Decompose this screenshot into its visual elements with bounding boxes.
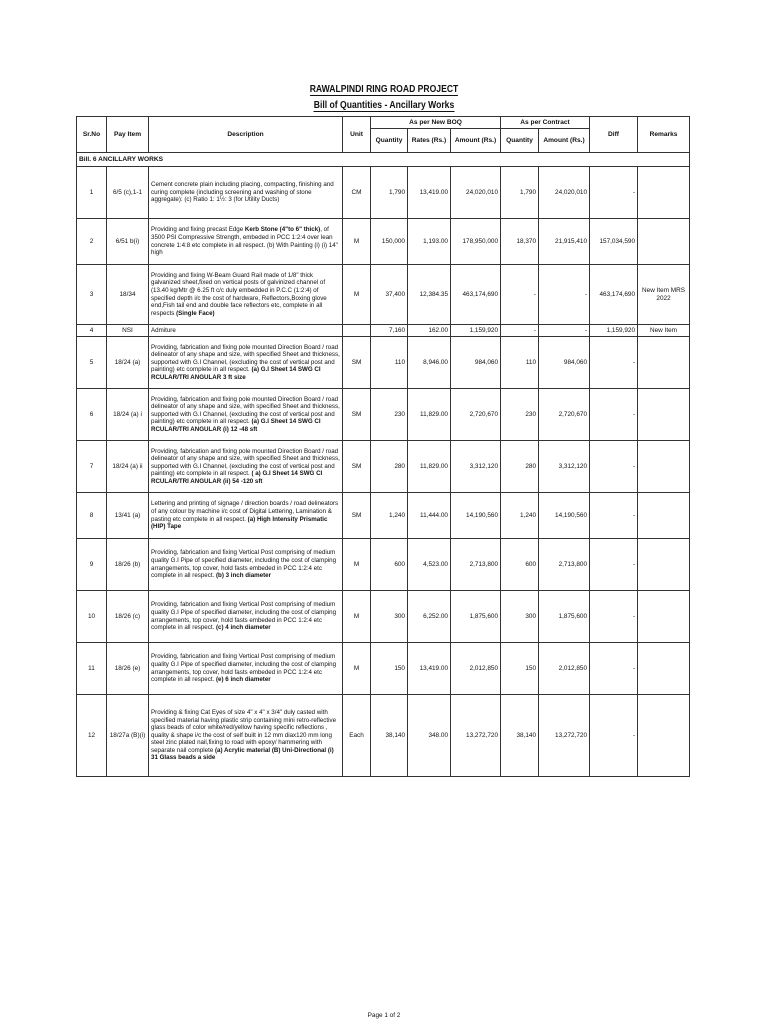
cell-contract-quantity: - bbox=[501, 265, 539, 325]
description-text: Providing, fabrication and fixing pole mounted Direction Board / road delineator of any shape and size, with specified Sheet and thickness, supported with G.I Channel, (excluding the cost of vertical post and painting) etc complete in all respect. bbox=[151, 343, 340, 374]
header-amount: Amount (Rs.) bbox=[451, 129, 501, 153]
description-bold-text: (Single Face) bbox=[176, 309, 215, 317]
boq-table bbox=[76, 116, 690, 777]
cell-remarks bbox=[638, 493, 690, 539]
description-text: Admiture bbox=[151, 326, 176, 334]
cell-sr: 3 bbox=[77, 265, 107, 325]
cell-rate: 4,523.00 bbox=[408, 539, 451, 591]
cell-pay-item: 18/26 (c) bbox=[107, 591, 149, 643]
cell-unit: M bbox=[343, 219, 371, 265]
header-diff: Diff bbox=[590, 117, 638, 153]
cell-quantity: 600 bbox=[371, 539, 408, 591]
cell-amount: 1,159,920 bbox=[451, 325, 501, 337]
cell-contract-amount: 14,190,560 bbox=[539, 493, 590, 539]
header-contract-amount: Amount (Rs.) bbox=[539, 129, 590, 153]
cell-sr: 12 bbox=[77, 695, 107, 777]
cell-contract-amount: - bbox=[539, 265, 590, 325]
description-bold-text: (a) High Intensity Prismatic (HIP) Tape bbox=[151, 515, 328, 531]
cell-description bbox=[149, 337, 343, 389]
table-row bbox=[77, 167, 690, 219]
cell-diff: - bbox=[590, 167, 638, 219]
cell-rate: 13,419.00 bbox=[408, 643, 451, 695]
cell-amount: 13,272,720 bbox=[451, 695, 501, 777]
cell-remarks bbox=[638, 167, 690, 219]
cell-remarks bbox=[638, 441, 690, 493]
header-new-boq: As per New BOQ bbox=[371, 117, 501, 129]
cell-amount: 2,713,800 bbox=[451, 539, 501, 591]
cell-rate: 162.00 bbox=[408, 325, 451, 337]
cell-rate: 8,946.00 bbox=[408, 337, 451, 389]
description-text: Providing & fixing Cat Eyes of size 4" x 4" x 3/4" duly casted with specified material having plastic strip containing mini retro-reflective glass beads of color white/red/yellow having specific reflections , quality & shape i/c the cost of self built in 12 mm diax120 mm long steel zinc plated nail,fixing to road with epoxy/ hammering with separate nail complete bbox=[151, 708, 337, 754]
cell-rate: 348.00 bbox=[408, 695, 451, 777]
description-bold-text: (b) 3 inch diameter bbox=[216, 572, 272, 580]
table-row bbox=[77, 539, 690, 591]
cell-quantity: 7,160 bbox=[371, 325, 408, 337]
cell-amount: 2,720,670 bbox=[451, 389, 501, 441]
cell-unit: SM bbox=[343, 493, 371, 539]
cell-remarks bbox=[638, 643, 690, 695]
cell-sr: 6 bbox=[77, 389, 107, 441]
cell-quantity: 1,790 bbox=[371, 167, 408, 219]
cell-contract-amount: 1,875,600 bbox=[539, 591, 590, 643]
cell-diff: - bbox=[590, 389, 638, 441]
cell-quantity: 150 bbox=[371, 643, 408, 695]
description-bold-text: (a) G.I Sheet 14 SWG CI RCULAR/TRI ANGULAR (i) 12 -48 sft bbox=[151, 418, 321, 433]
cell-sr: 7 bbox=[77, 441, 107, 493]
cell-sr: 9 bbox=[77, 539, 107, 591]
cell-description bbox=[149, 539, 343, 591]
cell-contract-quantity: 280 bbox=[501, 441, 539, 493]
cell-diff: - bbox=[590, 695, 638, 777]
cell-contract-quantity: 38,140 bbox=[501, 695, 539, 777]
cell-pay-item: 18/26 (b) bbox=[107, 539, 149, 591]
cell-amount: 463,174,690 bbox=[451, 265, 501, 325]
cell-description bbox=[149, 441, 343, 493]
cell-quantity: 300 bbox=[371, 591, 408, 643]
description-bold-text: (e) 6 inch diameter bbox=[216, 676, 271, 684]
cell-description bbox=[149, 695, 343, 777]
cell-sr: 4 bbox=[77, 325, 107, 337]
description-bold-text: ( a) G.I Sheet 14 SWG CI RCULAR/TRI ANGULAR (ii) 54 -120 sft bbox=[151, 470, 323, 485]
header-sr: Sr.No bbox=[77, 117, 107, 153]
cell-description bbox=[149, 643, 343, 695]
description-text: Providing, fabrication and fixing pole mounted Direction Board / road delineator of any shape and size, with specified Sheet and thickness, supported with G.I Channel, (excluding the cost of vertical post and painting) etc complete in all respect. bbox=[151, 447, 340, 478]
header-quantity: Quantity bbox=[371, 129, 408, 153]
section-heading: Bill. 6 ANCILLARY WORKS bbox=[77, 153, 690, 167]
table-row bbox=[77, 591, 690, 643]
header-pay-item: Pay Item bbox=[107, 117, 149, 153]
cell-amount: 178,950,000 bbox=[451, 219, 501, 265]
cell-contract-quantity: 300 bbox=[501, 591, 539, 643]
page-title: RAWALPINDI RING ROAD PROJECT bbox=[309, 84, 459, 95]
cell-quantity: 110 bbox=[371, 337, 408, 389]
cell-quantity: 280 bbox=[371, 441, 408, 493]
header-unit: Unit bbox=[343, 117, 371, 153]
cell-description bbox=[149, 389, 343, 441]
cell-contract-quantity: 1,240 bbox=[501, 493, 539, 539]
cell-remarks bbox=[638, 219, 690, 265]
cell-pay-item: 6/5 (c),1-1 bbox=[107, 167, 149, 219]
cell-unit: SM bbox=[343, 389, 371, 441]
description-bold-text: (a) G.I Sheet 14 SWG CI RCULAR/TRI ANGULAR 3 ft size bbox=[151, 366, 321, 381]
cell-pay-item: 18/26 (e) bbox=[107, 643, 149, 695]
cell-remarks bbox=[638, 695, 690, 777]
cell-rate: 11,829.00 bbox=[408, 441, 451, 493]
cell-remarks bbox=[638, 337, 690, 389]
table-row bbox=[77, 337, 690, 389]
description-text: Lettering and printing of signage / direction boards / road delineators of any colour by machine i/c cost of Digital Lettering, Lamination & pasting etc complete in all respect. bbox=[151, 500, 339, 523]
cell-sr: 11 bbox=[77, 643, 107, 695]
cell-pay-item: 13/41 (a) bbox=[107, 493, 149, 539]
cell-remarks bbox=[638, 539, 690, 591]
cell-amount: 24,020,010 bbox=[451, 167, 501, 219]
header-remarks: Remarks bbox=[638, 117, 690, 153]
cell-contract-amount: 21,915,410 bbox=[539, 219, 590, 265]
cell-pay-item: 18/27a (B)(i) bbox=[107, 695, 149, 777]
cell-quantity: 1,240 bbox=[371, 493, 408, 539]
description-bold-text: (a) Acrylic material (B) Uni-Directional (i) 31 Glass beads a side bbox=[151, 746, 334, 762]
cell-remarks: New Item MRS 2022 bbox=[638, 265, 690, 325]
cell-contract-amount: 24,020,010 bbox=[539, 167, 590, 219]
cell-sr: 10 bbox=[77, 591, 107, 643]
header-description: Description bbox=[149, 117, 343, 153]
cell-unit: M bbox=[343, 265, 371, 325]
cell-contract-amount: 984,060 bbox=[539, 337, 590, 389]
cell-rate: 6,252.00 bbox=[408, 591, 451, 643]
cell-sr: 5 bbox=[77, 337, 107, 389]
description-tail-text: , of 3500 PSI Compressive Strength, embeded in PCC 1:2:4 over lean concrete 1:4:8 etc complete in all respect. (b) With Painting (i) (i) 14" high bbox=[151, 226, 338, 257]
cell-unit: SM bbox=[343, 441, 371, 493]
header-contract: As per Contract bbox=[501, 117, 590, 129]
cell-amount: 14,190,560 bbox=[451, 493, 501, 539]
cell-quantity: 150,000 bbox=[371, 219, 408, 265]
cell-contract-quantity: - bbox=[501, 325, 539, 337]
cell-amount: 2,012,850 bbox=[451, 643, 501, 695]
cell-diff: - bbox=[590, 643, 638, 695]
cell-unit: SM bbox=[343, 337, 371, 389]
cell-diff: 1,159,920 bbox=[590, 325, 638, 337]
cell-amount: 3,312,120 bbox=[451, 441, 501, 493]
cell-pay-item: NSI bbox=[107, 325, 149, 337]
cell-diff: - bbox=[590, 539, 638, 591]
description-text: Providing, fabrication and fixing Vertical Post comprising of medium quality G.I Pipe of specified diameter, including the cost of clamping arrangements, top cover, hold fasts embeded in PCC 1:2:4 etc complete in all respect. bbox=[151, 601, 337, 632]
cell-rate: 11,444.00 bbox=[408, 493, 451, 539]
cell-pay-item: 18/24 (a) ii bbox=[107, 441, 149, 493]
cell-remarks bbox=[638, 591, 690, 643]
description-text: Cement concrete plain including placing, compacting, finishing and curing complete (including screening and washing of stone aggregate): (c) Ratio 1: 1½: 3 (for Utility Ducts) bbox=[151, 181, 334, 204]
cell-contract-quantity: 600 bbox=[501, 539, 539, 591]
page-subtitle: Bill of Quantities - Ancillary Works bbox=[313, 100, 455, 111]
cell-rate: 12,384.35 bbox=[408, 265, 451, 325]
cell-contract-quantity: 150 bbox=[501, 643, 539, 695]
cell-description bbox=[149, 265, 343, 325]
description-bold-text: (c) 4 inch diameter bbox=[216, 624, 271, 632]
cell-diff: - bbox=[590, 337, 638, 389]
table-row bbox=[77, 643, 690, 695]
cell-contract-quantity: 110 bbox=[501, 337, 539, 389]
description-text: Providing, fabrication and fixing Vertical Post comprising of medium quality G.I Pipe of specified diameter, including the cost of clamping arrangements, top cover, hold fasts embeded in PCC 1:2:4 etc complete in all respect. bbox=[151, 549, 337, 580]
description-text: Providing and fixing W-Beam Guard Rail made of 1/8" thick galvanized sheet,fixed on vertical posts of galvinized channel of (13.40 kg/Mtr @ 6.25 ft c/c duly embedded in P.C.C (1:2:4) of specified depth i/c the cost of hardware, Reflectors,Boxing glove end,Fish tail end and double face reflectors etc, complete in all respects bbox=[151, 271, 327, 317]
cell-diff: - bbox=[590, 493, 638, 539]
cell-contract-amount: - bbox=[539, 325, 590, 337]
cell-contract-quantity: 18,370 bbox=[501, 219, 539, 265]
description-bold-text: Kerb Stone (4"to 6" thick) bbox=[244, 226, 321, 234]
cell-quantity: 230 bbox=[371, 389, 408, 441]
cell-sr: 1 bbox=[77, 167, 107, 219]
cell-unit: M bbox=[343, 643, 371, 695]
cell-contract-amount: 2,713,800 bbox=[539, 539, 590, 591]
cell-contract-quantity: 1,790 bbox=[501, 167, 539, 219]
cell-rate: 11,829.00 bbox=[408, 389, 451, 441]
cell-amount: 1,875,600 bbox=[451, 591, 501, 643]
cell-description bbox=[149, 219, 343, 265]
cell-quantity: 38,140 bbox=[371, 695, 408, 777]
table-row bbox=[77, 389, 690, 441]
table-row bbox=[77, 441, 690, 493]
header-rates: Rates (Rs.) bbox=[408, 129, 451, 153]
cell-description bbox=[149, 591, 343, 643]
header-contract-quantity: Quantity bbox=[501, 129, 539, 153]
cell-sr: 2 bbox=[77, 219, 107, 265]
cell-description bbox=[149, 325, 343, 337]
cell-pay-item: 18/24 (a) i bbox=[107, 389, 149, 441]
cell-pay-item: 6/51 b(i) bbox=[107, 219, 149, 265]
cell-diff: - bbox=[590, 591, 638, 643]
table-row bbox=[77, 325, 690, 337]
cell-unit: CM bbox=[343, 167, 371, 219]
cell-remarks: New Item bbox=[638, 325, 690, 337]
cell-sr: 8 bbox=[77, 493, 107, 539]
description-text: Providing, fabrication and fixing pole mounted Direction Board / road delineator of any shape and size, with specified Sheet and thickness, supported with G.I Channel, (excluding the cost of vertical post and painting) etc complete in all respect. bbox=[151, 395, 340, 426]
cell-diff: 157,034,590 bbox=[590, 219, 638, 265]
cell-contract-amount: 3,312,120 bbox=[539, 441, 590, 493]
page-number: Page 1 of 2 bbox=[367, 1012, 401, 1019]
cell-rate: 13,419.00 bbox=[408, 167, 451, 219]
cell-diff: 463,174,690 bbox=[590, 265, 638, 325]
cell-contract-amount: 13,272,720 bbox=[539, 695, 590, 777]
cell-rate: 1,193.00 bbox=[408, 219, 451, 265]
cell-unit: M bbox=[343, 591, 371, 643]
cell-pay-item: 18/24 (a) bbox=[107, 337, 149, 389]
cell-unit: M bbox=[343, 539, 371, 591]
cell-unit: Each bbox=[343, 695, 371, 777]
cell-quantity: 37,400 bbox=[371, 265, 408, 325]
cell-contract-amount: 2,720,670 bbox=[539, 389, 590, 441]
cell-pay-item: 18/34 bbox=[107, 265, 149, 325]
cell-description bbox=[149, 493, 343, 539]
cell-remarks bbox=[638, 389, 690, 441]
description-text: Providing and fixing precast Edge bbox=[151, 226, 245, 234]
description-text: Providing, fabrication and fixing Vertical Post comprising of medium quality G.I Pipe of specified diameter, including the cost of clamping arrangements, top cover, hold fasts embeded in PCC 1:2:4 etc complete in all respect. bbox=[151, 653, 337, 684]
cell-contract-quantity: 230 bbox=[501, 389, 539, 441]
table-row bbox=[77, 219, 690, 265]
cell-unit bbox=[343, 325, 371, 337]
table-row bbox=[77, 695, 690, 777]
cell-diff: - bbox=[590, 441, 638, 493]
table-row bbox=[77, 493, 690, 539]
cell-contract-amount: 2,012,850 bbox=[539, 643, 590, 695]
table-row bbox=[77, 265, 690, 325]
cell-description bbox=[149, 167, 343, 219]
cell-amount: 984,060 bbox=[451, 337, 501, 389]
